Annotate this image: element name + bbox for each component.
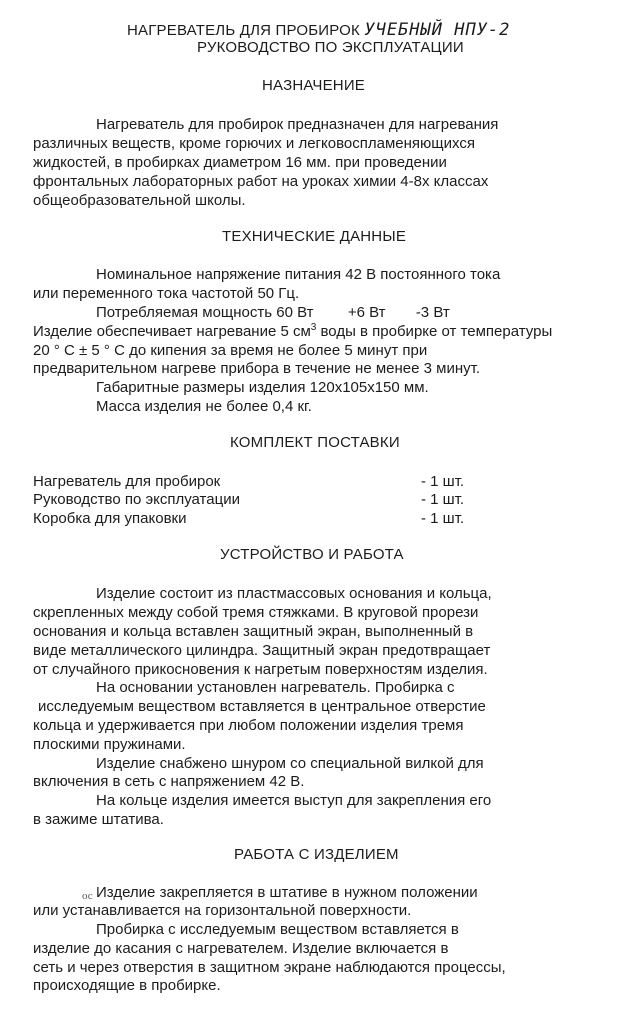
paragraph-line: виде металлического цилиндра. Защитный экран предотвращает xyxy=(33,642,491,659)
superscript-three: 3 xyxy=(310,322,317,333)
tech-power-plus: +6 Вт xyxy=(347,304,386,321)
paragraph-line: общеобразовательной школы. xyxy=(33,192,246,209)
paragraph-line: Изделие снабжено шнуром со специальной вилкой для xyxy=(96,755,484,772)
tech-heating-text: Изделие обеспечивает нагревание 5 см xyxy=(33,323,311,340)
tech-heating-line2: 20 ° С ± 5 ° С до кипения за время не более 5 минут при xyxy=(33,342,428,359)
paragraph-line: Нагреватель для пробирок предназначен для нагревания xyxy=(96,116,499,133)
tech-power-minus: -3 Вт xyxy=(415,304,450,321)
tech-heating-line3: предварительном нагреве прибора в течение не менее 3 минут. xyxy=(33,360,480,377)
paragraph-line: На кольце изделия имеется выступ для закрепления его xyxy=(96,792,492,809)
paragraph-line: жидкостей, в пробирках диаметром 16 мм. при проведении xyxy=(33,154,447,171)
paragraph-line: основания и кольца вставлен защитный экран, выполненный в xyxy=(33,623,474,640)
paragraph-line: или устанавливается на горизонтальной поверхности. xyxy=(33,902,412,919)
paragraph-line: сеть и через отверстия в защитном экране наблюдаются процессы, xyxy=(33,959,506,976)
tech-heating-text-end: воды в пробирке от температуры xyxy=(316,323,553,340)
paragraph-line: Изделие состоит из пластмассовых основания и кольца, xyxy=(96,585,492,602)
tech-mass: Масса изделия не более 0,4 кг. xyxy=(96,398,312,415)
paragraph-line: фронтальных лабораторных работ на уроках химии 4-8х классах xyxy=(33,173,489,190)
kit-item-qty: - 1 шт. xyxy=(421,491,465,508)
kit-item-name: Руководство по эксплуатации xyxy=(33,491,240,508)
paragraph-line: происходящие в пробирке. xyxy=(33,977,221,994)
section-heading-work: РАБОТА С ИЗДЕЛИЕМ xyxy=(234,846,399,863)
tech-voltage-line1: Номинальное напряжение питания 42 В постоянного тока xyxy=(96,266,501,283)
kit-item-name: Коробка для упаковки xyxy=(33,510,187,527)
paragraph-line: кольца и удерживается при любом положении изделия тремя xyxy=(33,717,464,734)
document-title-printed: НАГРЕВАТЕЛЬ ДЛЯ ПРОБИРОК xyxy=(127,22,360,39)
handwritten-model-name: УЧЕБНЫЙ НПУ-2 xyxy=(364,20,511,40)
paragraph-line: в зажиме штатива. xyxy=(33,811,164,828)
paragraph-line: На основании установлен нагреватель. Пробирка с xyxy=(96,679,455,696)
paragraph-line: исследуемым веществом вставляется в центральное отверстие xyxy=(38,698,486,715)
section-heading-kit: КОМПЛЕКТ ПОСТАВКИ xyxy=(230,434,400,451)
document-subtitle: РУКОВОДСТВО ПО ЭКСПЛУАТАЦИИ xyxy=(197,39,464,56)
pen-mark: ос xyxy=(82,890,93,902)
document-title-line1 xyxy=(127,21,510,40)
kit-item-qty: - 1 шт. xyxy=(421,510,465,527)
paragraph-line: различных веществ, кроме горючих и легковоспламеняющихся xyxy=(33,135,475,152)
tech-power-line xyxy=(96,304,450,322)
paragraph-line: плоскими пружинами. xyxy=(33,736,186,753)
kit-item-qty: - 1 шт. xyxy=(421,473,465,490)
section-heading-purpose: НАЗНАЧЕНИЕ xyxy=(262,77,366,94)
paragraph-line: от случайного прикосновения к нагретым поверхностям изделия. xyxy=(33,661,488,678)
paragraph-line: Пробирка с исследуемым веществом вставляется в xyxy=(96,921,459,938)
paragraph-line: скрепленных между собой тремя стяжками. В круговой прорези xyxy=(33,604,479,621)
tech-voltage-line2: или переменного тока частотой 50 Гц. xyxy=(33,285,300,302)
section-heading-device: УСТРОЙСТВО И РАБОТА xyxy=(220,546,404,563)
paragraph-line: Изделие закрепляется в штативе в нужном положении xyxy=(96,884,478,901)
kit-item-name: Нагреватель для пробирок xyxy=(33,473,221,490)
section-heading-tech: ТЕХНИЧЕСКИЕ ДАННЫЕ xyxy=(222,228,407,245)
tech-heating-line1 xyxy=(33,323,552,343)
tech-dimensions: Габаритные размеры изделия 120х105х150 мм. xyxy=(96,379,429,396)
paragraph-line: включения в сеть с напряжением 42 В. xyxy=(33,773,305,790)
paragraph-line: изделие до касания с нагревателем. Изделие включается в xyxy=(33,940,449,957)
tech-power-label: Потребляемая мощность 60 Вт xyxy=(96,304,314,321)
